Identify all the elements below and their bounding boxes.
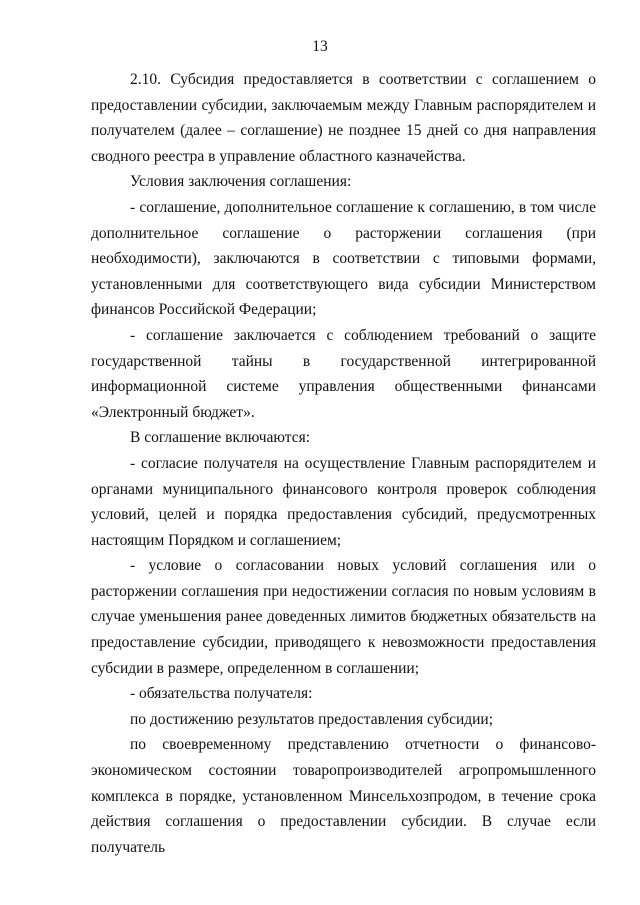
document-body: [91, 67, 596, 860]
paragraph-agreement-conditions-heading: Условия заключения соглашения:: [130, 173, 352, 191]
paragraph-standard-forms: - соглашение, дополнительное соглашение к соглашению, в том числе дополнительное соглашение о расторжении соглашения (при необходимости), заключаются в соответствии с типовыми формами, установленными для соответствующего вида субсидии Министерством финансов Российской Федерации;: [91, 198, 596, 319]
paragraph-reporting-obligation: по своевременному представлению отчетности о финансово-экономическом состоянии товаропроизводителей агропромышленного комплекса в порядке, установленном Минсельхозпродом, в течение срока действия соглашения о предоставлении субсидии. В случае если получатель: [91, 736, 596, 856]
paragraph-new-conditions: - условие о согласовании новых условий соглашения или о расторжении соглашения при недостижении согласия по новым условиям в случае уменьшения ранее доведенных лимитов бюджетных обязательств на предоставление субсидии, приводящего к невозможности предоставления субсидии в размере, определенном в соглашении;: [91, 557, 596, 677]
paragraph-state-secret: - соглашение заключается с соблюдением требований о защите государственной тайны в государственной интегрированной информационной системе управления общественными финансами «Электронный бюджет».: [91, 326, 596, 421]
paragraph-results-obligation: по достижению результатов предоставления субсидии;: [130, 710, 494, 728]
paragraph-agreement-includes-heading: В соглашение включаются:: [130, 429, 311, 447]
page-number: 13: [312, 38, 328, 55]
paragraph-audit-consent: - согласие получателя на осуществление Главным распорядителем и органами муниципального финансового контроля проверок соблюдения условий, целей и порядка предоставления субсидий, предусмотренных настоящим Порядком и соглашением;: [91, 454, 596, 549]
paragraph-obligations-heading: - обязательства получателя:: [130, 685, 313, 703]
paragraph-subsidy-agreement: 2.10. Субсидия предоставляется в соответствии с соглашением о предоставлении субсидии, заключаемым между Главным распорядителем и получателем (далее – соглашение) не позднее 15 дней со дня направления сводного реестра в управление областного казначейства.: [91, 71, 596, 165]
